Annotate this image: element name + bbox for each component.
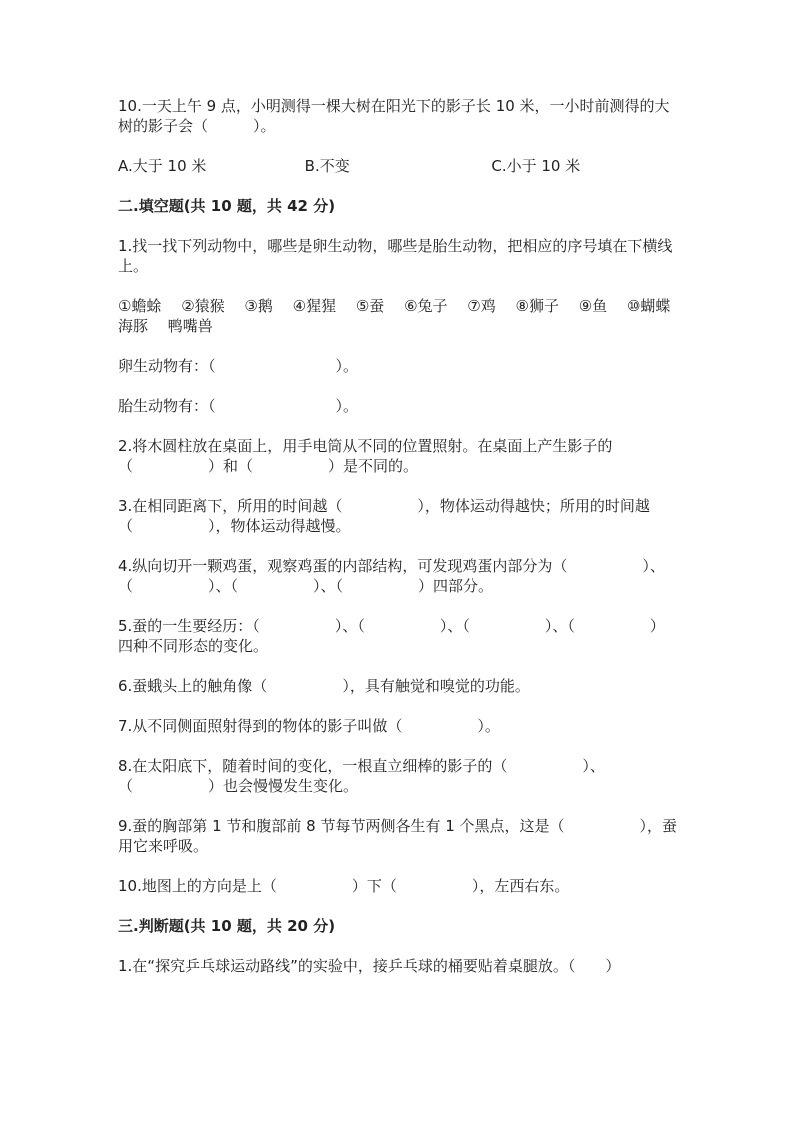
- option-c: C.小于 10 米: [491, 157, 581, 175]
- judge-question-1: 1.在“探究乒乓球运动路线”的实验中，接乒乓球的桶要贴着桌腿放。（ ）: [118, 957, 621, 975]
- viviparous-blank: 胎生动物有：（ ）。: [118, 397, 359, 415]
- fill-question-1: 1.找一找下列动物中，哪些是卵生动物，哪些是胎生动物，把相应的序号填在下横线上。: [118, 237, 673, 275]
- question-10-options: [118, 156, 678, 176]
- fill-question-7: 7.从不同侧面照射得到的物体的影子叫做（ ）。: [118, 717, 500, 735]
- fill-question-3: 3.在相同距离下，所用的时间越（ ），物体运动得越快；所用的时间越（ ），物体运动得越慢。: [118, 497, 650, 535]
- fill-question-4: 4.纵向切开一颗鸡蛋，观察鸡蛋的内部结构，可发现鸡蛋内部分为（ ）、（ ）、（ ）、（ ）四部分。: [118, 557, 665, 595]
- fill-question-10: 10.地图上的方向是上（ ）下（ ），左西右东。: [118, 877, 570, 895]
- fill-question-2: 2.将木圆柱放在桌面上，用手电筒从不同的位置照射。在桌面上产生影子的（ ）和（ ）是不同的。: [118, 437, 613, 475]
- worksheet-page: [118, 96, 691, 996]
- fill-question-9: 9.蚕的胸部第 1 节和腹部前 8 节每节两侧各生有 1 个黑点，这是（ ），蚕用它来呼吸。: [118, 817, 678, 855]
- section-2-title: 二.填空题(共 10 题，共 42 分): [118, 197, 336, 215]
- question-10-top: 10.一天上午 9 点，小明测得一棵大树在阳光下的影子长 10 米，一小时前测得的大树的影子会（ ）。: [118, 97, 670, 135]
- fill-question-5: 5.蚕的一生要经历：（ ）、（ ）、（ ）、（ ）四种不同形态的变化。: [118, 617, 665, 655]
- option-b: B.不变: [304, 157, 350, 175]
- oviparous-blank: 卵生动物有：（ ）。: [118, 357, 359, 375]
- option-a: A.大于 10 米: [118, 157, 207, 175]
- fill-question-8: 8.在太阳底下，随着时间的变化，一根直立细棒的影子的（ ）、（ ）也会慢慢发生变化。: [118, 757, 605, 795]
- section-3-title: 三.判断题(共 10 题，共 20 分): [118, 917, 336, 935]
- fill-question-6: 6.蚕蛾头上的触角像（ ），具有触觉和嗅觉的功能。: [118, 677, 530, 695]
- animal-list: ①蟾蜍 ②猿猴 ③鹅 ④猩猩 ⑤蚕 ⑥兔子 ⑦鸡 ⑧狮子 ⑨鱼 ⑩蝴蝶 海豚 鸭嘴兽: [118, 297, 691, 335]
